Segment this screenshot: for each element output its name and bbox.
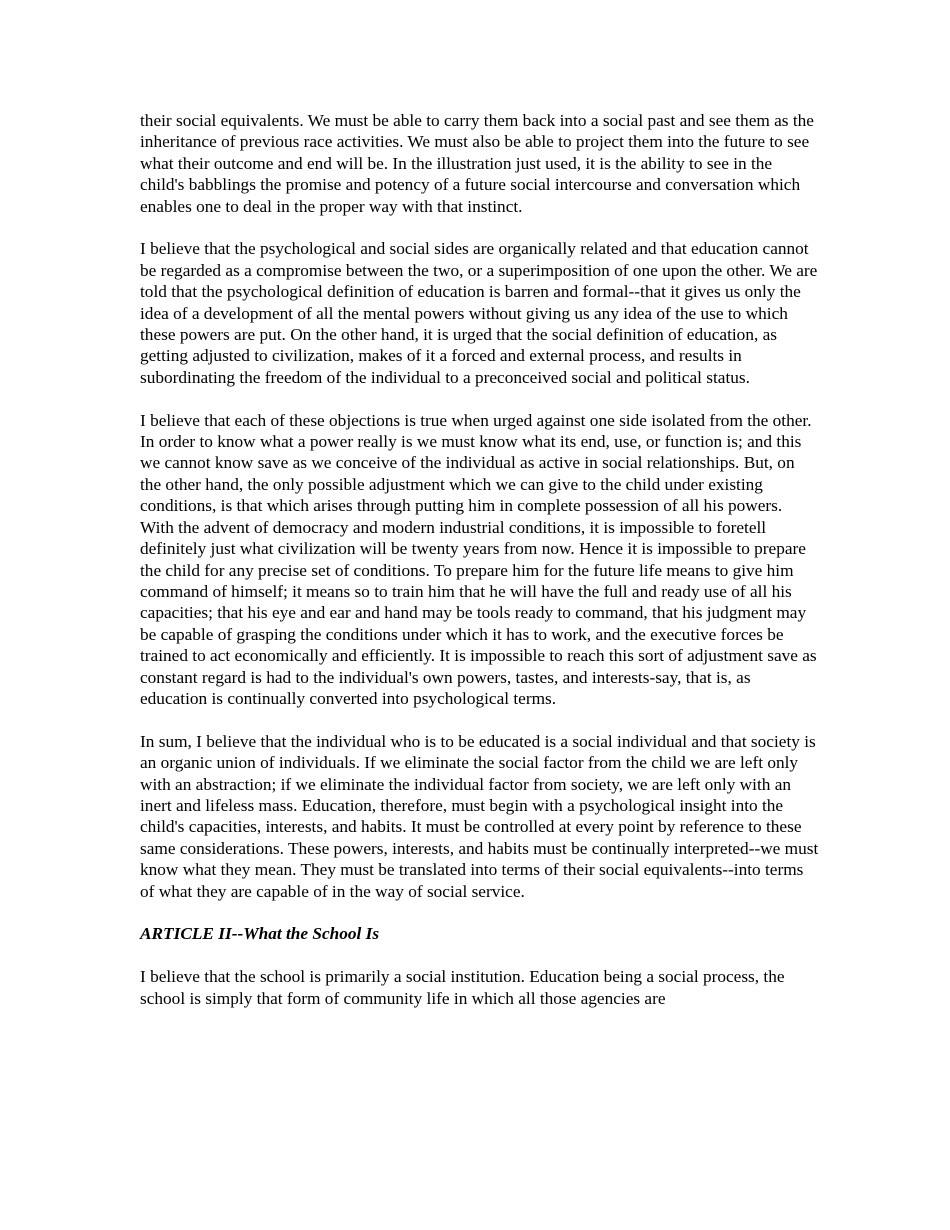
paragraph-social-equivalents: their social equivalents. We must be able to carry them back into a social past and see them as the inheritance of previous race activities. We must also be able to project them into the future to see what their outcome and end will be. In the illustration just used, it is the ability to see in the child's babblings the promise and potency of a future social intercourse and conversation which enables one to deal in the proper way with that instinct. <box>140 111 814 216</box>
paragraph-objections-true: I believe that each of these objections is true when urged against one side isolated from the other. In order to know what a power really is we must know what its end, use, or function is; and this we cannot know save as we conceive of the individual as active in social relationships. But, on the other hand, the only possible adjustment which we can give to the child under existing conditions, is that which arises through putting him in complete possession of all his powers. With the advent of democracy and modern industrial conditions, it is impossible to foretell definitely just what civilization will be twenty years from now. Hence it is impossible to prepare the child for any precise set of conditions. To prepare him for the future life means to give him command of himself; it means so to train him that he will have the full and ready use of all his capacities; that his eye and ear and hand may be tools ready to command, that his judgment may be capable of grasping the conditions under which it has to work, and the executive forces be trained to act economically and efficiently. It is impossible to reach this sort of adjustment save as constant regard is had to the individual's own powers, tastes, and interests-say, that is, as education is continually converted into psychological terms. <box>140 410 817 708</box>
article-heading: ARTICLE II--What the School Is <box>140 924 380 944</box>
paragraph-organically-related: I believe that the psychological and social sides are organically related and that education cannot be regarded as a compromise between the two, or a superimposition of one upon the other. We are told that the psychological definition of education is barren and formal--that it gives us only the idea of a development of all the mental powers without giving us any idea of the use to which these powers are put. On the other hand, it is urged that the social definition of education, as getting adjusted to civilization, makes of it a forced and external process, and results in subordinating the freedom of the individual to a preconceived social and political status. <box>140 239 818 387</box>
paragraph-school-social-institution: I believe that the school is primarily a social institution. Education being a social process, the school is simply that form of community life in which all those agencies are <box>140 967 785 1008</box>
paragraph-in-sum: In sum, I believe that the individual who is to be educated is a social individual and that society is an organic union of individuals. If we eliminate the social factor from the child we are left only with an abstraction; if we eliminate the individual factor from society, we are left only with an inert and lifeless mass. Education, therefore, must begin with a psychological insight into the child's capacities, interests, and habits. It must be controlled at every point by reference to these same considerations. These powers, interests, and habits must be continually interpreted--we must know what they mean. They must be translated into terms of their social equivalents--into terms of what they are capable of in the way of social service. <box>140 731 819 901</box>
document-page <box>140 110 820 1030</box>
